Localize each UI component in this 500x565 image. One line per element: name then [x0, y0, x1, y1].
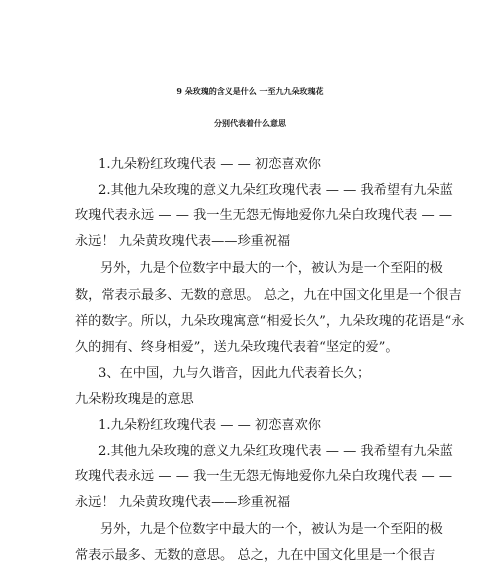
- paragraph-line: 玫瑰代表永远 — — 我一生无怨无悔地爱你九朵白玫瑰代表 — —: [75, 469, 453, 484]
- paragraph-line: 永远！ 九朵黄玫瑰代表——珍重祝福: [75, 495, 291, 510]
- paragraph-line: 玫瑰代表永远 — — 我一生无怨无悔地爱你九朵白玫瑰代表 — —: [75, 208, 453, 223]
- paragraph-line: 另外，九是个位数字中最大的一个，被认为是一个至阳的极: [100, 522, 443, 537]
- paragraph-line: 祥的数字。所以，九朵玫瑰寓意“相爱长久”，九朵玫瑰的花语是“永: [75, 314, 465, 329]
- paragraph-line: 2.其他九朵玫瑰的意义九朵红玫瑰代表 — — 我希望有九朵蓝: [98, 444, 453, 459]
- paragraph-line: 3、在中国，九与久谐音，因此九代表着长久；: [98, 366, 371, 381]
- paragraph-line: 数，常表示最多、无数的意思。 总之，九在中国文化里是一个很吉: [75, 288, 462, 303]
- paragraph-line: 永远！ 九朵黄玫瑰代表——珍重祝福: [75, 234, 291, 249]
- document-title-line-2: 分别代表着什么意思: [214, 118, 286, 128]
- paragraph-line: 2.其他九朵玫瑰的意义九朵红玫瑰代表 — — 我希望有九朵蓝: [98, 183, 453, 198]
- paragraph-line: 另外，九是个位数字中最大的一个，被认为是一个至阳的极: [100, 261, 443, 276]
- paragraph-line: 九朵粉玫瑰是的意思: [75, 392, 194, 407]
- paragraph-line: 1.九朵粉红玫瑰代表 — — 初恋喜欢你: [98, 418, 321, 433]
- document-title-line-1: 9 朵玫瑰的含义是什么 一至九九朵玫瑰花: [176, 86, 324, 96]
- paragraph-line: 1.九朵粉红玫瑰代表 — — 初恋喜欢你: [98, 157, 321, 172]
- paragraph-line: 久的拥有、终身相爱”，送九朵玫瑰代表着“坚定的爱”。: [75, 340, 399, 355]
- paragraph-line: 常表示最多、无数的意思。 总之，九在中国文化里是一个很吉: [75, 548, 436, 563]
